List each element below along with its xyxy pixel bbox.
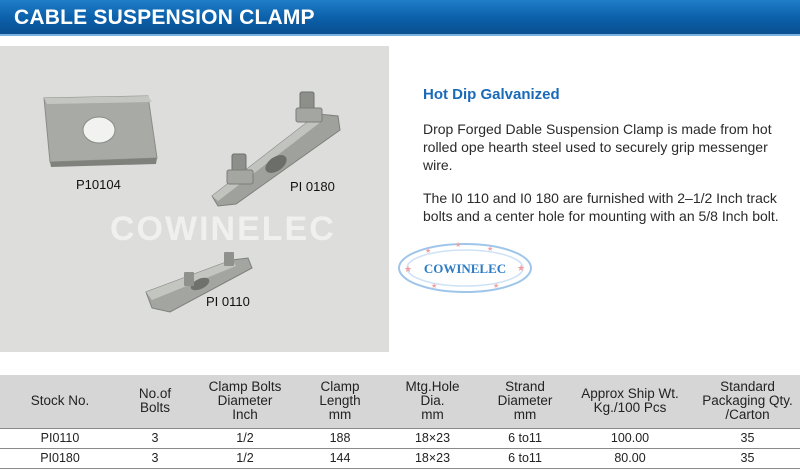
svg-text:★: ★ [431, 282, 438, 290]
cell-strand-diameter: 6 to11 [485, 428, 565, 448]
cell-clamp-length: 188 [300, 428, 380, 448]
cell-mtg-hole-dia: 18×23 [380, 448, 485, 468]
header-clamp-bolts-diameter: Clamp Bolts Diameter Inch [190, 375, 300, 428]
cell-no-of-bolts: 3 [120, 448, 190, 468]
cowinelec-logo [395, 238, 535, 298]
cell-packaging-qty: 35 [695, 428, 800, 448]
specification-table [0, 375, 800, 469]
table-row [0, 448, 800, 468]
info-heading: Hot Dip Galvanized [423, 86, 560, 103]
cell-packaging-qty: 35 [695, 448, 800, 468]
cell-stock-no: PI0180 [0, 448, 120, 468]
table-row [0, 428, 800, 448]
logo-text: COWINELEC [423, 261, 507, 276]
product-photo [0, 46, 389, 352]
label-p10104: P10104 [76, 177, 121, 192]
svg-text:★: ★ [404, 265, 413, 275]
cell-ship-weight: 100.00 [565, 428, 695, 448]
header-mtg-hole-dia: Mtg.Hole Dia. mm [380, 375, 485, 428]
cell-no-of-bolts: 3 [120, 428, 190, 448]
svg-text:★: ★ [487, 245, 494, 253]
watermark: COWINELEC [110, 210, 336, 248]
header-no-of-bolts: No.of Bolts [120, 375, 190, 428]
product-photo-panel [0, 46, 389, 352]
svg-text:★: ★ [517, 264, 526, 274]
header-approx-ship-wt: Approx Ship Wt. Kg./100 Pcs [565, 375, 695, 428]
label-pi0110: PI 0110 [206, 294, 250, 309]
cell-strand-diameter: 6 to11 [485, 448, 565, 468]
cell-bolt-diameter: 1/2 [190, 448, 300, 468]
svg-text:★: ★ [493, 282, 500, 290]
table-header-row [0, 375, 800, 428]
header-clamp-length: Clamp Length mm [300, 375, 380, 428]
cell-bolt-diameter: 1/2 [190, 428, 300, 448]
header-stock-no: Stock No. [0, 375, 120, 428]
description-paragraph-1: Drop Forged Dable Suspension Clamp is made from hot rolled ope hearth steel used to securely grip messenger wire. [423, 121, 772, 173]
header-standard-packaging: Standard Packaging Qty. /Carton [695, 375, 800, 428]
plate-product-image [44, 96, 157, 167]
cell-stock-no: PI0110 [0, 428, 120, 448]
label-pi0180: PI 0180 [290, 179, 335, 194]
cell-ship-weight: 80.00 [565, 448, 695, 468]
svg-text:★: ★ [425, 247, 432, 255]
cell-clamp-length: 144 [300, 448, 380, 468]
svg-text:★: ★ [455, 241, 462, 249]
page-title: CABLE SUSPENSION CLAMP [14, 6, 315, 29]
cell-mtg-hole-dia: 18×23 [380, 428, 485, 448]
description-paragraph-2: The I0 110 and I0 180 are furnished with 2–1/2 Inch track bolts and a center hole for mounting with an 5/8 Inch bolt. [423, 190, 779, 224]
header-strand-diameter: Strand Diameter mm [485, 375, 565, 428]
header-bar [0, 0, 800, 36]
